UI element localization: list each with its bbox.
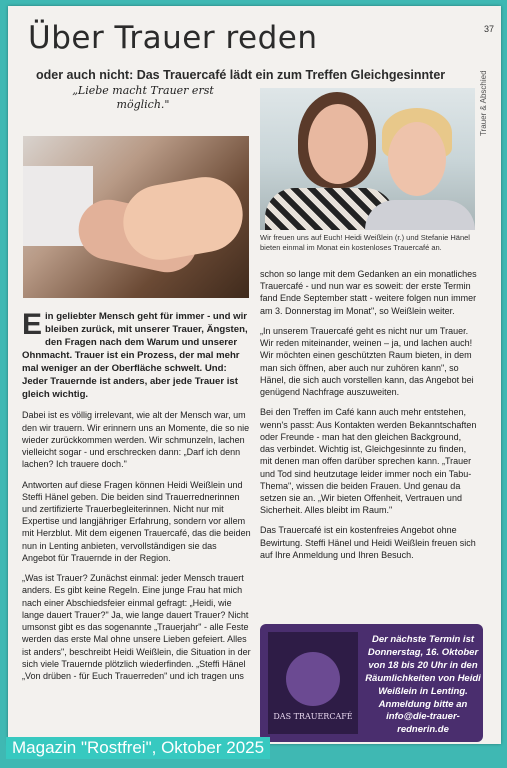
paragraph: Antworten auf diese Fragen können Heidi Weißlein und Steffi Hänel geben. Die beiden sind Trauerrednerinnen und zertifizierte Trauerbegleiterinnen. Nicht nur mit Expertise und langjähriger Erfahrung, sondern vor allem mit Herzblut. Mit dem eigenen Trauercafé, das die beiden nun in Lenting anbieten, vervollständigen sie das Angebot für Trauernde in der Region. <box>22 479 251 563</box>
lead-text: in geliebter Mensch geht für immer - und wir bleiben zurück, mit unserer Trauer, Ängsten, den Fragen nach dem Warum und unserer Ohnmacht. Trauer ist ein Prozess, der mal mehr mal weniger an der Oberfläche schwelt. Und: Jeder Trauernde ist anders, aber jede Trauer ist gleich wichtig. <box>22 311 248 401</box>
logo-text: DAS TRAUERCAFÉ <box>273 712 353 721</box>
page-number: 37 <box>484 24 495 34</box>
photo-caption: Wir freuen uns auf Euch! Heidi Weißlein (r.) und Stefanie Hänel bieten einmal im Monat ein kostenloses Trauercafé an. <box>260 233 470 252</box>
paragraph: Bei den Treffen im Café kann auch mehr entstehen, wenn's passt: Aus Kontakten werden Bekanntschaften oder Freunde - man hat den gleichen Background, das verbindet. Wichtig ist, Gleichgesinnte zu finden, mit denen man offen darüber sprechen kann. „Trauer und Tod sind heutzutage leider immer noch ein Tabu-Thema", wissen die beiden Frauen. Und genau da setzen sie an. „Wir bieten Offenheit, Vertrauen und Sicherheit. Alles bleibt im Raum." <box>260 407 477 516</box>
hand-shape <box>117 171 248 266</box>
face-shape <box>308 104 368 184</box>
paragraph: schon so lange mit dem Gedanken an ein monatliches Trauercafé - und nun war es soweit: der erste Termin fand Ende September statt - weitere folgen nun immer am 3. Donnerstag im Monat", so Weißlein weiter. <box>260 269 477 316</box>
magazine-footer-label: Magazin "Rostfrei", Oktober 2025 <box>6 737 270 759</box>
body-shape <box>365 200 475 230</box>
paragraph: „Was ist Trauer? Zunächst einmal: jeder Mensch trauert anders. Es gibt keine Regeln. Eine junge Frau hat mich nach einer Abschiedsfeier einmal gefragt: „Heidi, wie lange dauert Trauer?" Ja, wie lange dauert Trauer? Nicht umsonst gibt es das sogenannte „Trauerjahr" - alle Feste werden das erste Mal ohne unsere Lieben gefeiert. Alles ist anders", beschreibt Heidi Weißlein, die Situation in der sich viele Trauernde plötzlich wiederfinden. „Steffi Hänel „Von drüben - für Euch Trauerreden" und ich tragen uns <box>22 573 251 682</box>
article-subtitle: oder auch nicht: Das Trauercafé lädt ein zum Treffen Gleichgesinnter <box>36 68 446 82</box>
holding-hands-photo <box>23 136 249 298</box>
trauercafe-logo <box>268 632 358 734</box>
portrait-photo <box>260 88 475 230</box>
handwritten-quote: „Liebe macht Trauer erst möglich." <box>72 84 214 112</box>
paragraph: Das Trauercafé ist ein kostenfreies Angebot ohne Bewirtung. Steffi Hänel und Heidi Weißlein freuen sich auf Ihre Anmeldung und Ihren Besuch. <box>260 525 476 560</box>
next-date-text: Der nächste Termin ist Donnerstag, 16. Oktober von 18 bis 20 Uhr in den Räumlichkeiten von Heidi Weißlein in Lenting. Anmeldung bitte an info@die-trauer-rednerin.de <box>365 634 481 736</box>
info-box <box>260 624 483 742</box>
text-column-right <box>260 268 478 569</box>
drop-cap: E <box>22 308 43 341</box>
section-label: Trauer & Abschied <box>479 70 488 136</box>
article-title: Über Trauer reden <box>28 20 318 56</box>
paragraph: „In unserem Trauercafé geht es nicht nur um Trauer. Wir reden miteinander, weinen – ja, und lachen auch! Wir möchten einen geschützten Raum bieten, in dem man sich öffnen, aber auch nur zuhören kann", so Hänel, die sich auch vorstellen kann, das Angebot bei genügend Nachfrage auszuweiten. <box>260 325 474 398</box>
paragraph: Dabei ist es völlig irrelevant, wie alt der Mensch war, um den wir trauern. Wir erinnern uns an Momente, die so nie wieder zurückkommen werden. Wir schmunzeln, lachen vielleicht sogar - und erschrecken dann: „Darf ich denn lachen? Ich trauere doch." <box>22 410 250 470</box>
text-column-left <box>22 310 252 690</box>
swan-icon <box>286 652 340 706</box>
face-shape <box>388 122 446 196</box>
magazine-page <box>8 6 501 744</box>
lead-paragraph <box>22 310 252 401</box>
